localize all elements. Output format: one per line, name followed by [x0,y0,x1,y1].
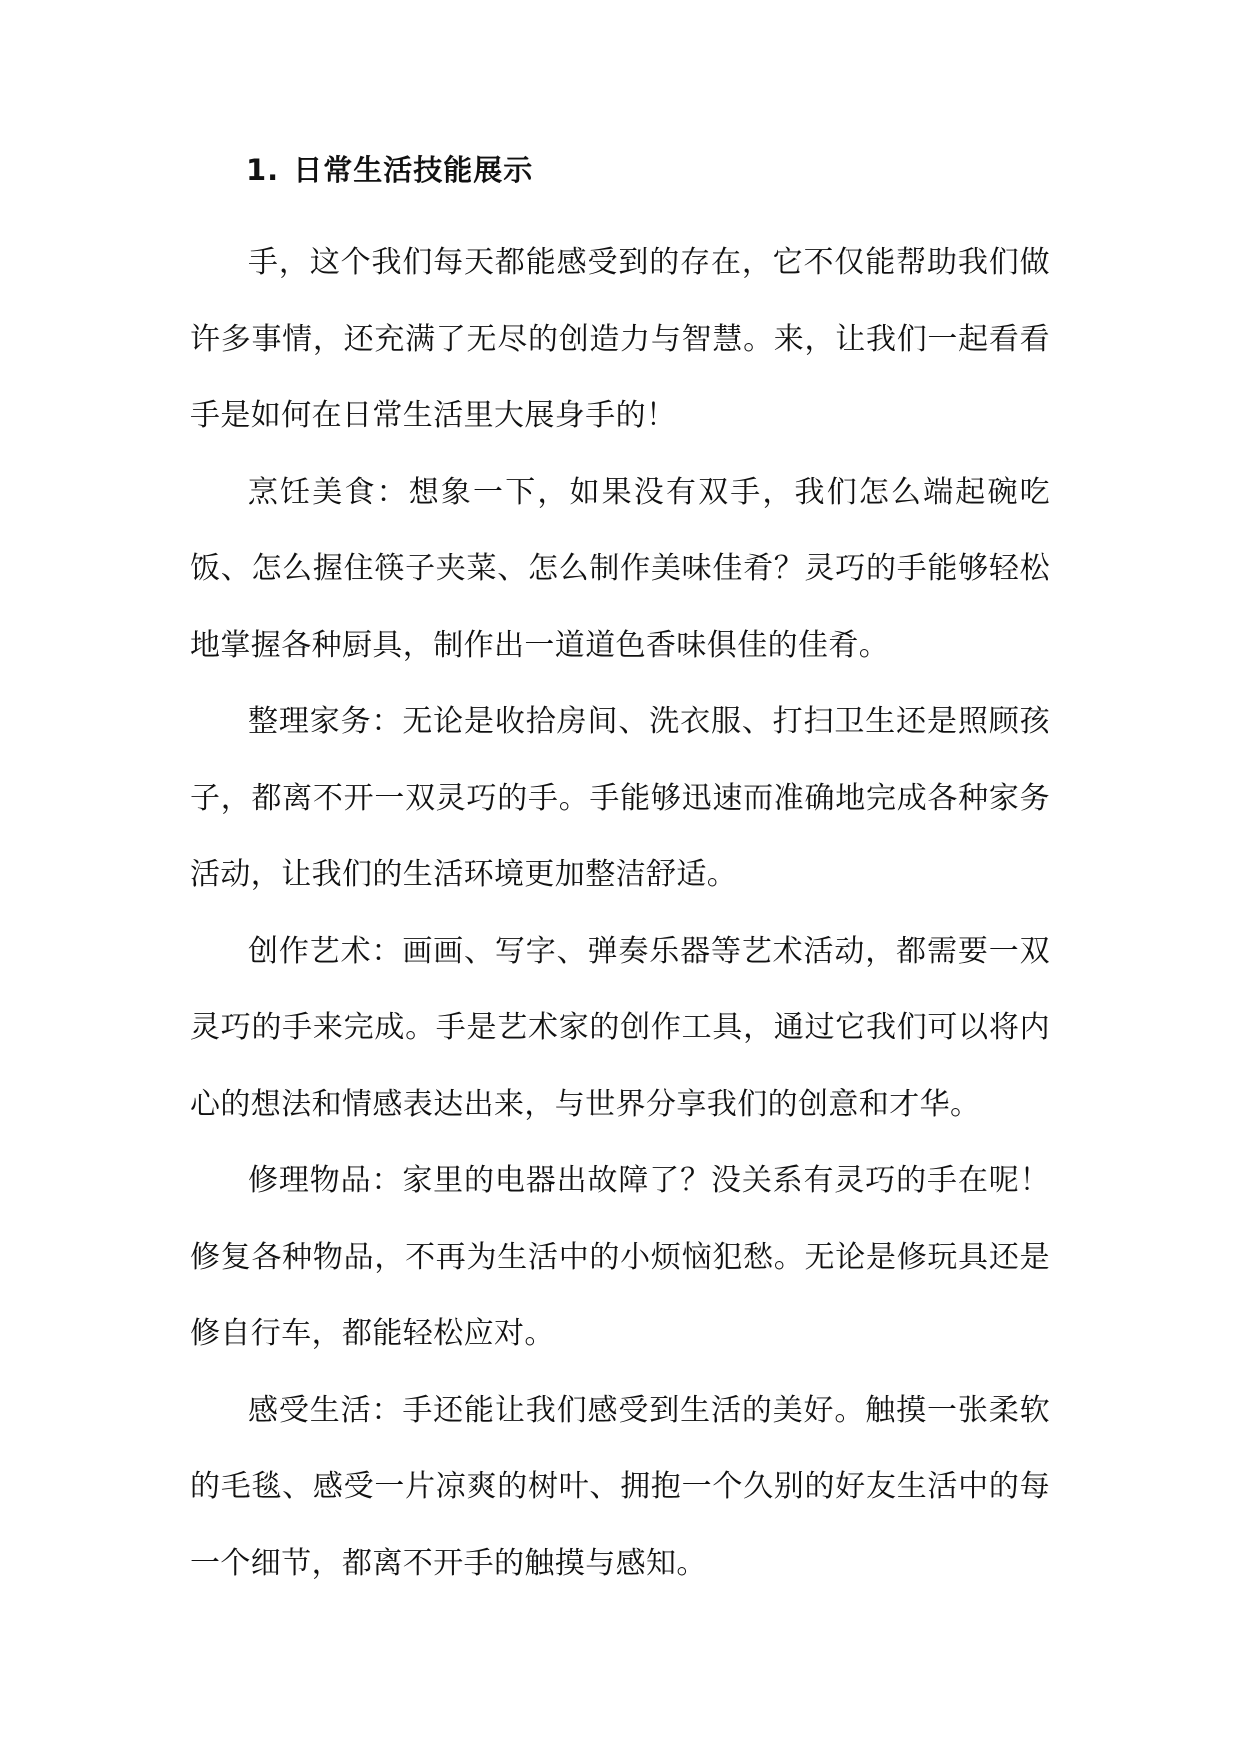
document-body [190,225,1050,1602]
paragraph-art: 创作艺术：画画、写字、弹奏乐器等艺术活动，都需要一双灵巧的手来完成。手是艺术家的创作工具，通过它我们可以将内心的想法和情感表达出来，与世界分享我们的创意和才华。 [190,933,1050,1122]
paragraph-intro: 手，这个我们每天都能感受到的存在，它不仅能帮助我们做许多事情，还充满了无尽的创造力与智慧。来，让我们一起看看手是如何在日常生活里大展身手的！ [190,245,1050,433]
section-heading [246,150,533,190]
section-number: 1. [246,153,280,187]
paragraph-cooking: 烹饪美食：想象一下，如果没有双手，我们怎么端起碗吃饭、怎么握住筷子夹菜、怎么制作美味佳肴？灵巧的手能够轻松地掌握各种厨具，制作出一道道色香味俱佳的佳肴。 [190,474,1050,663]
paragraph-feeling: 感受生活：手还能让我们感受到生活的美好。触摸一张柔软的毛毯、感受一片凉爽的树叶、拥抱一个久别的好友生活中的每一个细节，都离不开手的触摸与感知。 [190,1392,1050,1581]
paragraph-housework: 整理家务：无论是收拾房间、洗衣服、打扫卫生还是照顾孩子，都离不开一双灵巧的手。手能够迅速而准确地完成各种家务活动，让我们的生活环境更加整洁舒适。 [190,704,1050,892]
paragraph-repair: 修理物品：家里的电器出故障了？没关系有灵巧的手在呢！修复各种物品，不再为生活中的小烦恼犯愁。无论是修玩具还是修自行车，都能轻松应对。 [190,1163,1050,1351]
section-title: 日常生活技能展示 [293,153,534,187]
